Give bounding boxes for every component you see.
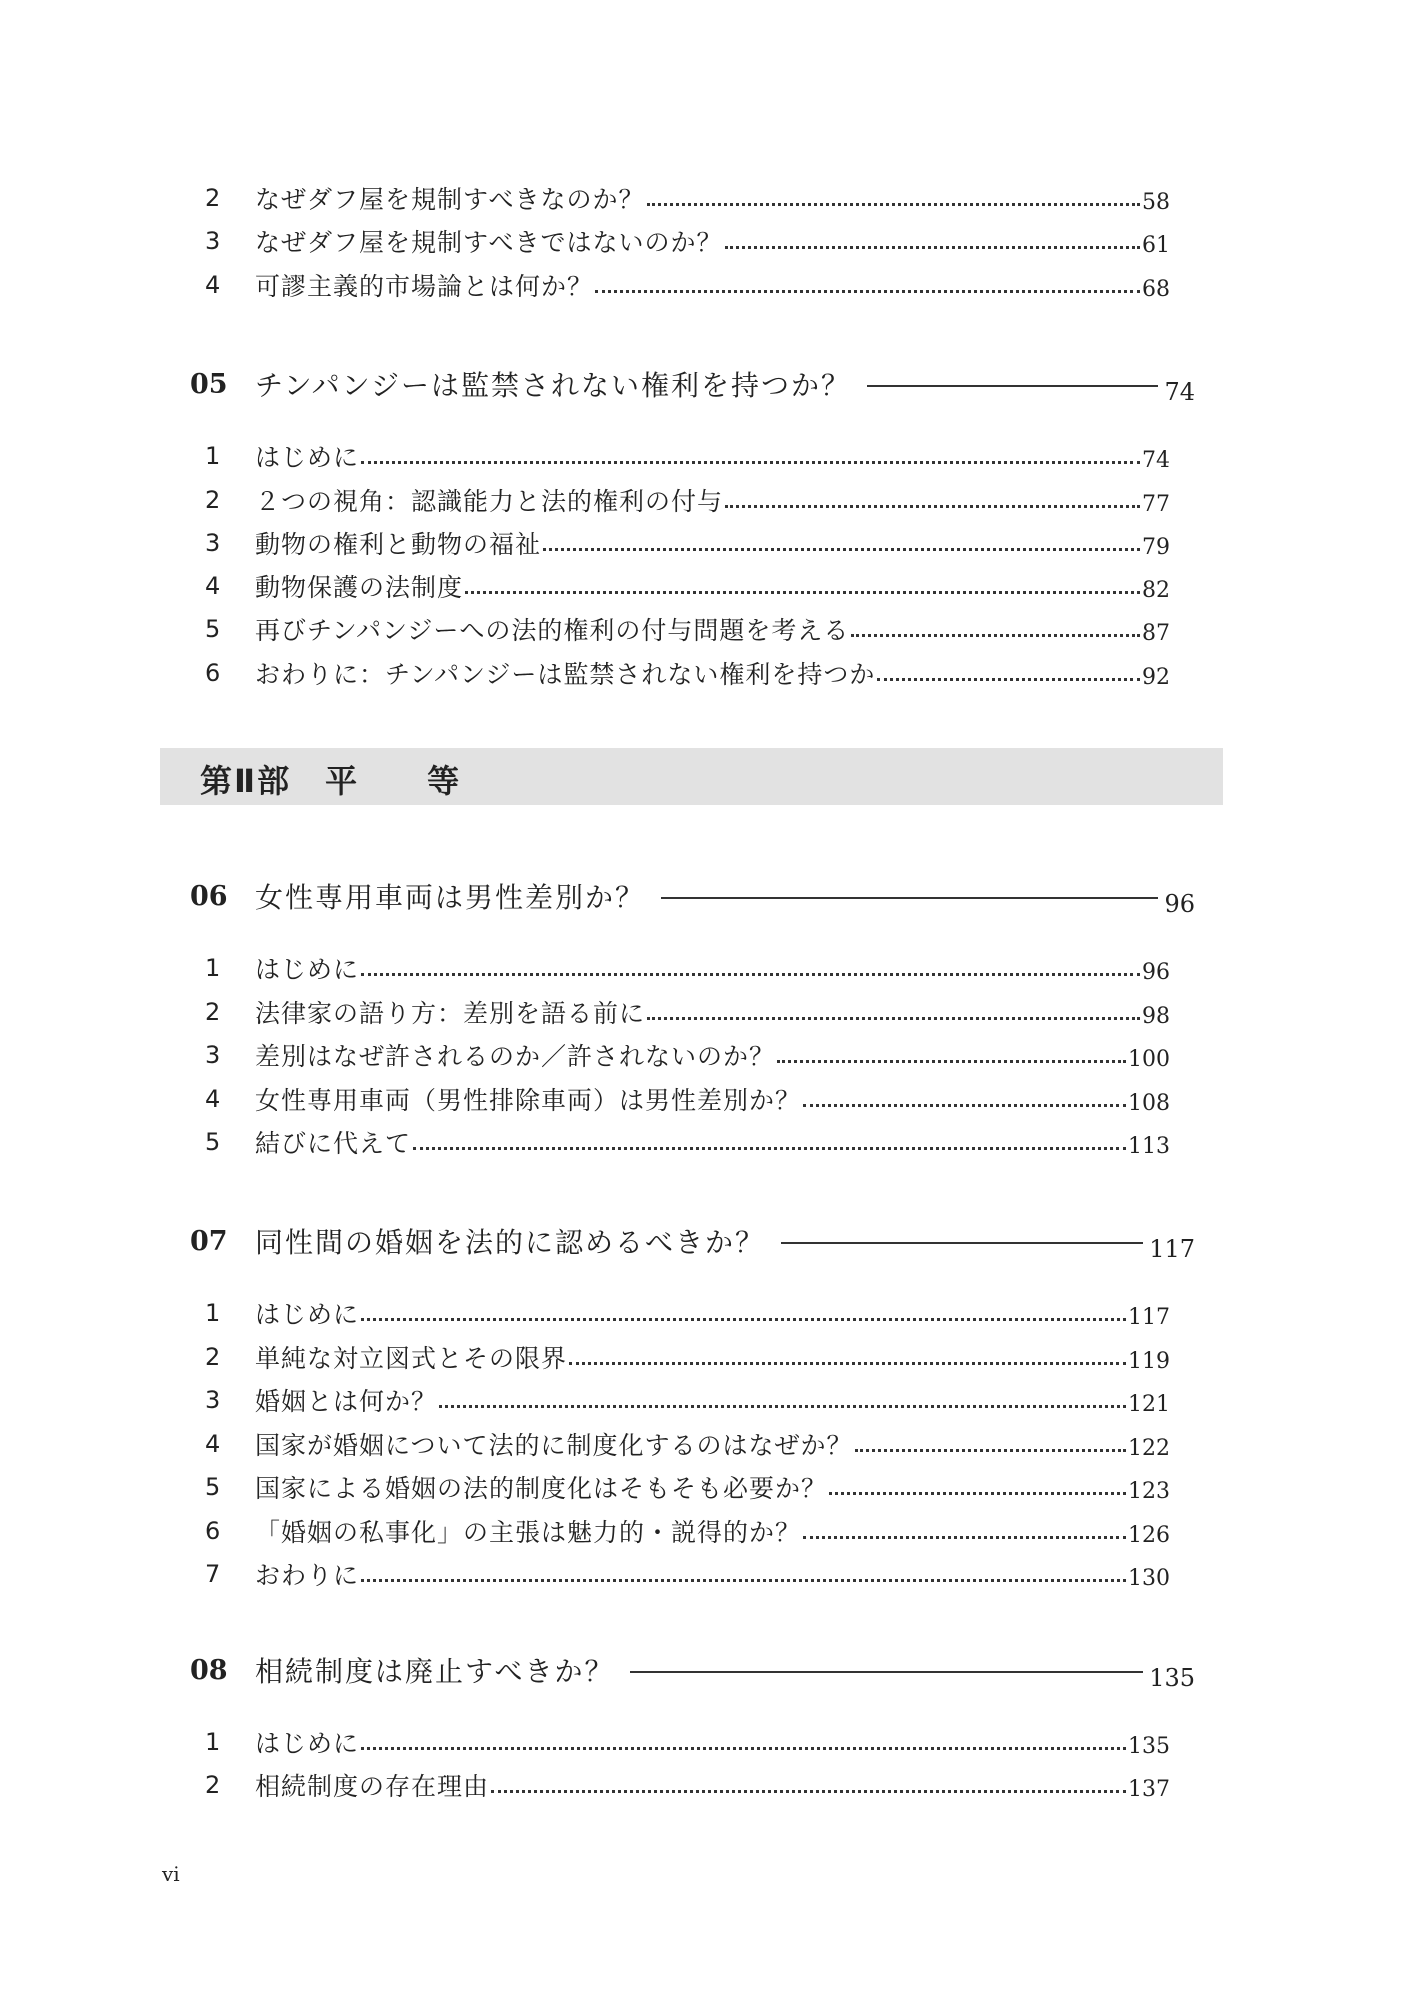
chapter-leader-rule (867, 385, 1159, 387)
entry-title: ２つの視角：認識能力と法的権利の付与 (255, 487, 724, 516)
entry-number: 4 (205, 1085, 221, 1113)
entry-title: 可謬主義的市場論とは何か？ (255, 272, 594, 301)
entry-page-number: 100 (1128, 1046, 1170, 1072)
entry-title: 婚姻とは何か？ (255, 1387, 438, 1416)
entry-title: なぜダフ屋を規制すべきなのか？ (255, 185, 645, 214)
entry-page-number: 137 (1128, 1776, 1170, 1802)
dot-leader (361, 967, 1140, 976)
toc-entry[interactable] (205, 179, 1170, 217)
entry-number: 1 (205, 1728, 221, 1756)
toc-entry[interactable] (205, 266, 1170, 304)
entry-title: はじめに (255, 955, 360, 984)
dot-leader (829, 1486, 1126, 1495)
toc-entry[interactable] (205, 1512, 1170, 1550)
entry-page-number: 121 (1128, 1391, 1170, 1417)
entry-page-number: 96 (1142, 959, 1170, 985)
entry-title: 国家が婚姻について法的に制度化するのはなぜか？ (255, 1431, 853, 1460)
part-heading-band (160, 748, 1223, 805)
entry-number: 7 (205, 1560, 221, 1588)
entry-number: 6 (205, 659, 221, 687)
chapter-title: 女性専用車両は男性差別か？ (255, 881, 646, 914)
dot-leader (803, 1098, 1126, 1107)
entry-page-number: 119 (1128, 1348, 1170, 1374)
entry-page-number: 108 (1128, 1090, 1170, 1116)
entry-title: おわりに：チンパンジーは監禁されない権利を持つか (255, 660, 876, 689)
dot-leader (413, 1141, 1126, 1150)
entry-page-number: 98 (1142, 1003, 1170, 1029)
toc-entry[interactable] (205, 1123, 1170, 1161)
toc-entry[interactable] (205, 1723, 1170, 1761)
entry-number: 1 (205, 442, 221, 470)
toc-entry[interactable] (205, 1381, 1170, 1419)
toc-entry[interactable] (205, 1425, 1170, 1463)
entry-number: 3 (205, 1041, 221, 1069)
toc-entry[interactable] (205, 610, 1170, 648)
toc-entry[interactable] (205, 524, 1170, 562)
dot-leader (465, 585, 1140, 594)
entry-number: 4 (205, 271, 221, 299)
entry-page-number: 82 (1142, 577, 1170, 603)
chapter-number: 06 (190, 880, 228, 912)
chapter-number: 05 (190, 368, 228, 400)
chapter-title: 相続制度は廃止すべきか？ (255, 1655, 615, 1688)
chapter-page-number: 74 (1164, 378, 1195, 406)
dot-leader (777, 1054, 1126, 1063)
toc-entry[interactable] (205, 1338, 1170, 1376)
entry-number: 2 (205, 184, 221, 212)
dot-leader (491, 1784, 1126, 1793)
dot-leader (725, 499, 1140, 508)
entry-page-number: 77 (1142, 491, 1170, 517)
toc-entry[interactable] (205, 437, 1170, 475)
entry-number: 4 (205, 1430, 221, 1458)
entry-number: 5 (205, 615, 221, 643)
chapter-heading-05[interactable] (190, 362, 1195, 406)
entry-title: 法律家の語り方：差別を語る前に (255, 999, 646, 1028)
entry-title: 再びチンパンジーへの法的権利の付与問題を考える (255, 616, 850, 645)
dot-leader (361, 1573, 1126, 1582)
entry-page-number: 113 (1128, 1133, 1170, 1159)
entry-title: はじめに (255, 1300, 360, 1329)
entry-number: 2 (205, 1771, 221, 1799)
chapter-number: 07 (190, 1225, 228, 1257)
entry-page-number: 135 (1128, 1733, 1170, 1759)
entry-title: はじめに (255, 1729, 360, 1758)
dot-leader (877, 672, 1140, 681)
dot-leader (595, 284, 1140, 293)
entry-page-number: 92 (1142, 664, 1170, 690)
dot-leader (569, 1356, 1126, 1365)
dot-leader (439, 1399, 1126, 1408)
entry-page-number: 87 (1142, 620, 1170, 646)
entry-number: 2 (205, 1343, 221, 1371)
entry-title: 動物保護の法制度 (255, 573, 464, 602)
entry-title: おわりに (255, 1561, 360, 1590)
toc-entry[interactable] (205, 481, 1170, 519)
chapter-leader-rule (630, 1671, 1143, 1673)
entry-number: 1 (205, 1299, 221, 1327)
entry-number: 5 (205, 1473, 221, 1501)
dot-leader (543, 542, 1140, 551)
chapter-page-number: 96 (1164, 890, 1195, 918)
chapter-heading-08[interactable] (190, 1648, 1195, 1692)
entry-title: 結びに代えて (255, 1129, 412, 1158)
entry-number: 2 (205, 998, 221, 1026)
dot-leader (647, 1011, 1140, 1020)
page-folio: vi (162, 1862, 180, 1886)
entry-number: 4 (205, 572, 221, 600)
entry-page-number: 61 (1142, 232, 1170, 258)
toc-entry[interactable] (205, 949, 1170, 987)
toc-entry[interactable] (205, 1294, 1170, 1332)
entry-number: 6 (205, 1517, 221, 1545)
toc-entry[interactable] (205, 993, 1170, 1031)
chapter-title: 同性間の婚姻を法的に認めるべきか？ (255, 1226, 766, 1259)
dot-leader (803, 1530, 1126, 1539)
chapter-page-number: 135 (1149, 1664, 1195, 1692)
entry-title: 「婚姻の私事化」の主張は魅力的・説得的か？ (255, 1518, 802, 1547)
dot-leader (725, 240, 1140, 249)
toc-entry[interactable] (205, 654, 1170, 692)
entry-title: 差別はなぜ許されるのか／許されないのか？ (255, 1042, 776, 1071)
entry-number: 3 (205, 227, 221, 255)
dot-leader (361, 1741, 1126, 1750)
entry-number: 3 (205, 1386, 221, 1414)
entry-page-number: 123 (1128, 1478, 1170, 1504)
dot-leader (361, 455, 1140, 464)
entry-title: はじめに (255, 443, 360, 472)
toc-entry[interactable] (205, 1766, 1170, 1804)
entry-title: なぜダフ屋を規制すべきではないのか？ (255, 228, 723, 257)
entry-page-number: 130 (1128, 1565, 1170, 1591)
entry-number: 3 (205, 529, 221, 557)
toc-entry[interactable] (205, 1468, 1170, 1506)
chapter-page-number: 117 (1149, 1235, 1195, 1263)
entry-title: 単純な対立図式とその限界 (255, 1344, 568, 1373)
chapter-leader-rule (781, 1242, 1143, 1244)
entry-page-number: 79 (1142, 534, 1170, 560)
chapter-heading-07[interactable] (190, 1219, 1195, 1263)
entry-page-number: 122 (1128, 1435, 1170, 1461)
chapter-leader-rule (661, 897, 1158, 899)
dot-leader (361, 1312, 1126, 1321)
entry-page-number: 126 (1128, 1522, 1170, 1548)
dot-leader (851, 628, 1140, 637)
entry-title: 動物の権利と動物の福祉 (255, 530, 542, 559)
chapter-heading-06[interactable] (190, 874, 1195, 918)
entry-number: 2 (205, 486, 221, 514)
toc-entry[interactable] (205, 1036, 1170, 1074)
toc-entry[interactable] (205, 222, 1170, 260)
toc-entry[interactable] (205, 1080, 1170, 1118)
entry-title: 国家による婚姻の法的制度化はそもそも必要か？ (255, 1474, 828, 1503)
entry-page-number: 117 (1128, 1304, 1170, 1330)
entry-page-number: 74 (1142, 447, 1170, 473)
entry-number: 1 (205, 954, 221, 982)
entry-page-number: 68 (1142, 276, 1170, 302)
chapter-title: チンパンジーは監禁されない権利を持つか？ (255, 369, 851, 402)
entry-title: 女性専用車両（男性排除車両）は男性差別か？ (255, 1086, 802, 1115)
entry-page-number: 58 (1142, 189, 1170, 215)
part-title: 第Ⅱ部 平 等 (200, 762, 462, 800)
toc-entry[interactable] (205, 567, 1170, 605)
entry-title: 相続制度の存在理由 (255, 1772, 490, 1801)
entry-number: 5 (205, 1128, 221, 1156)
toc-entry[interactable] (205, 1555, 1170, 1593)
dot-leader (647, 197, 1140, 206)
chapter-number: 08 (190, 1654, 228, 1686)
dot-leader (855, 1443, 1126, 1452)
